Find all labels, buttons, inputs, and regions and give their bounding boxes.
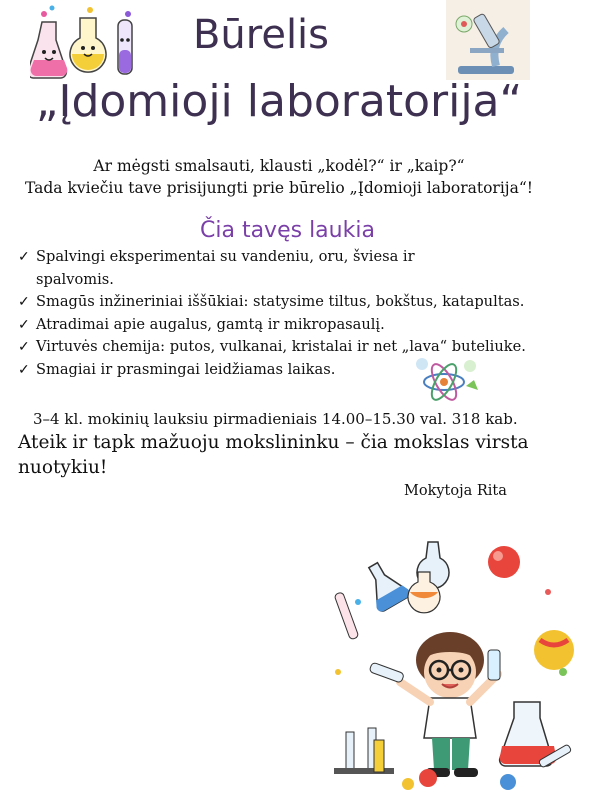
atom-science-icon — [414, 356, 482, 406]
title-line-2: „Įdomioji laboratorija“ — [35, 76, 523, 127]
list-item: ✓ Atradimai apie augalus, gamtą ir mikropasaulį. — [18, 314, 593, 337]
intro-line-1: Ar mėgsti smalsauti, klausti „kodėl?“ ir „kaip?“ — [93, 157, 465, 175]
title-line-1: Būrelis — [192, 12, 330, 58]
subheading: Čia tavęs laukia — [200, 218, 375, 243]
signature: Mokytoja Rita — [404, 483, 507, 499]
list-item: ✓ Virtuvės chemija: putos, vulkanai, kristalai ir net „lava“ buteliuke. — [18, 336, 593, 359]
list-item: ✓ Spalvingi eksperimentai su vandeniu, oru, šviesa ir spalvomis. — [18, 246, 476, 291]
kid-scientist-illustration — [318, 532, 580, 798]
benefits-list — [18, 246, 593, 381]
schedule-text: 3–4 kl. mokinių lauksiu pirmadieniais 14.00–15.30 val. 318 kab. — [33, 410, 518, 428]
list-item: ✓ Smagiai ir prasmingai leidžiamas laikas. — [18, 359, 593, 382]
list-item: ✓ Smagūs inžineriniai iššūkiai: statysime tiltus, bokštus, katapultas. — [18, 291, 593, 314]
call-to-action: Ateik ir tapk mažuoju mokslininku – čia mokslas virsta nuotykiu! — [18, 432, 529, 478]
intro-line-2: Tada kviečiu tave prisijungti prie būrelio „Įdomioji laboratorija“! — [25, 179, 533, 197]
